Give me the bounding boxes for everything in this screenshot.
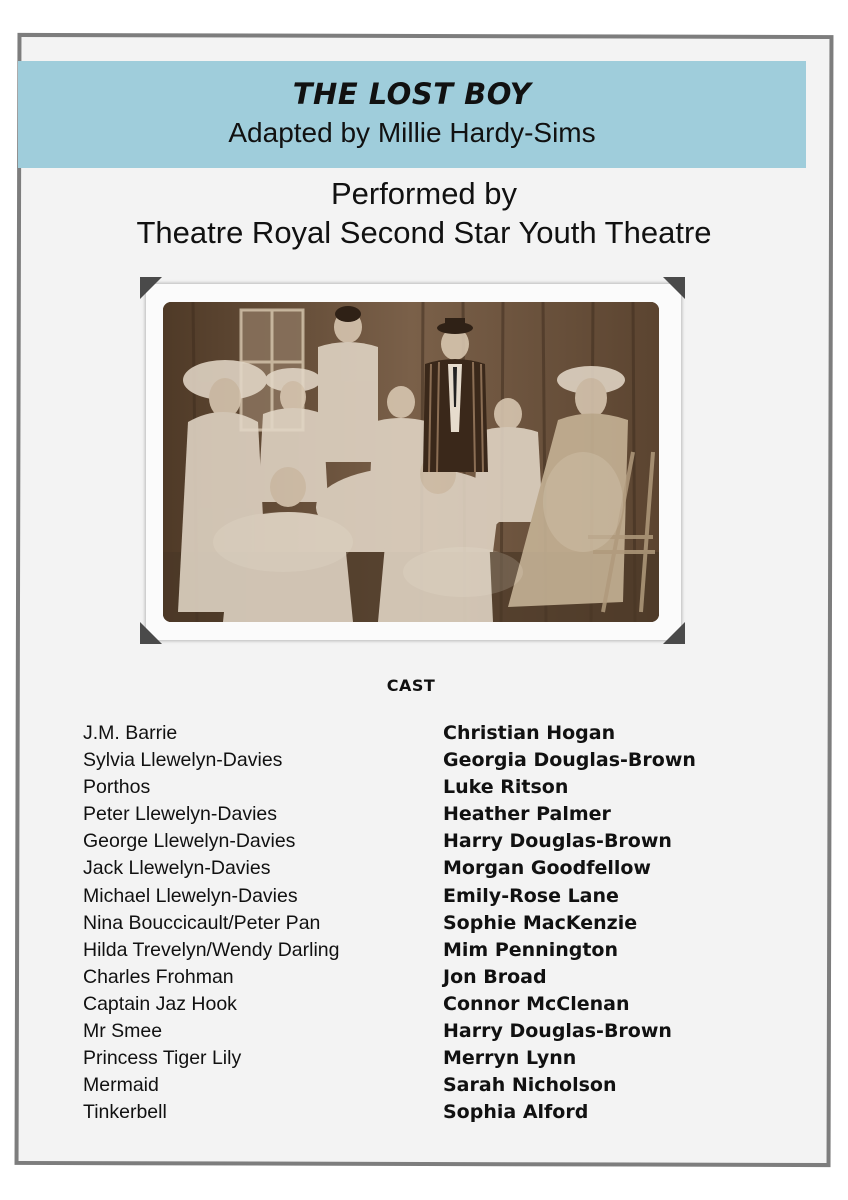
actor-name: Morgan Goodfellow [443,857,651,880]
cast-row [0,939,848,966]
cast-row [0,1047,848,1074]
actor-name: Merryn Lynn [443,1047,577,1070]
cast-row [0,1074,848,1101]
actor-name: Sophie MacKenzie [443,911,638,934]
cast-row [0,885,848,912]
performed-by-label: Performed by [330,176,518,211]
role-name: Princess Tiger Lily [83,1047,242,1070]
cast-row [0,749,848,776]
role-name: Sylvia Llewelyn-Davies [83,749,283,772]
role-name: Mermaid [83,1074,159,1097]
role-name: George Llewelyn-Davies [83,830,296,853]
actor-name: Georgia Douglas-Brown [443,749,696,772]
actor-name: Sophia Alford [443,1101,589,1124]
actor-name: Harry Douglas-Brown [443,830,672,853]
cast-photo [163,302,659,622]
cast-heading: CAST [386,676,436,695]
cast-row [0,857,848,884]
actor-name: Mim Pennington [443,938,618,961]
actor-name: Sarah Nicholson [443,1074,617,1097]
actor-name: Jon Broad [443,965,547,988]
role-name: Michael Llewelyn-Davies [83,884,298,907]
role-name: Mr Smee [83,1020,163,1043]
company-name: Theatre Royal Second Star Youth Theatre [136,215,712,250]
actor-name: Harry Douglas-Brown [443,1020,672,1043]
title-banner [18,61,806,168]
role-name: Hilda Trevelyn/Wendy Darling [83,938,340,961]
actor-name: Luke Ritson [443,776,569,799]
role-name: Captain Jaz Hook [83,992,237,1015]
cast-row [0,1101,848,1128]
actor-name: Connor McClenan [443,992,630,1015]
cast-row [0,803,848,830]
actor-name: Christian Hogan [443,722,616,744]
cast-row [0,1020,848,1047]
actor-name: Emily-Rose Lane [443,884,619,907]
cast-row [0,830,848,857]
role-name: Jack Llewelyn-Davies [83,857,271,880]
cast-row [0,722,848,749]
cast-row [0,966,848,993]
role-name: Nina Bouccicault/Peter Pan [83,911,321,934]
actor-name: Heather Palmer [443,803,611,826]
cast-row [0,776,848,803]
role-name: Tinkerbell [83,1101,167,1124]
role-name: Charles Frohman [83,965,234,988]
sepia-group-photo-icon [163,302,659,622]
cast-row [0,912,848,939]
play-title: THE LOST BOY [292,77,532,111]
cast-list [0,722,848,1128]
cast-row [0,993,848,1020]
role-name: J.M. Barrie [83,722,178,744]
role-name: Peter Llewelyn-Davies [83,803,278,826]
role-name: Porthos [83,776,151,799]
adapted-by-line: Adapted by Millie Hardy-Sims [228,117,596,148]
